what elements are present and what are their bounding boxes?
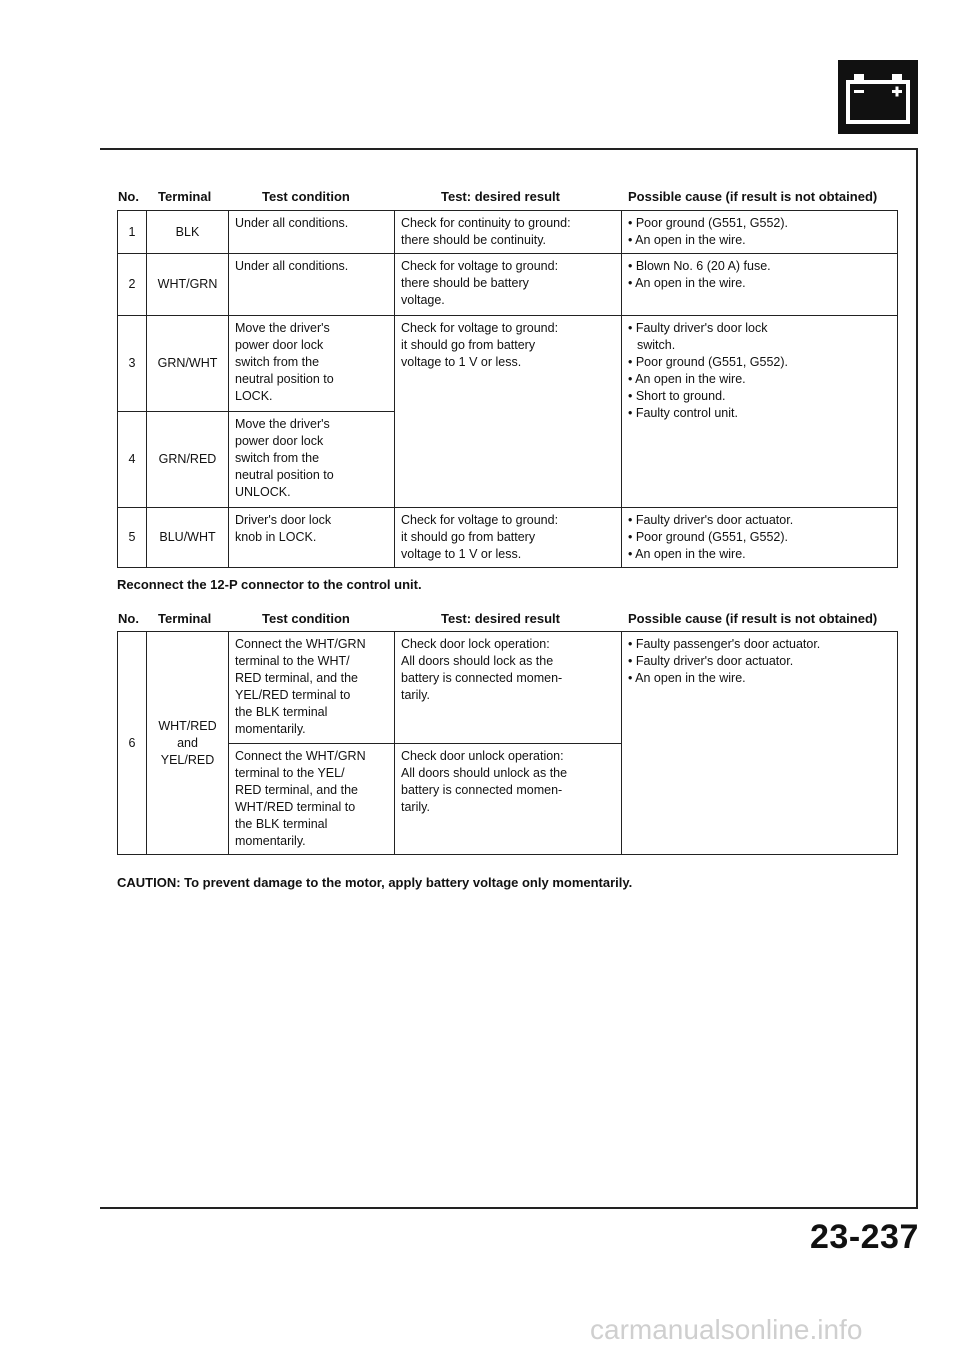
table-row (118, 508, 898, 568)
row-no: 5 (118, 508, 147, 568)
row-cause (622, 211, 898, 254)
result-line: Check for voltage to ground: (401, 321, 559, 335)
row-terminal (147, 632, 229, 855)
result-line: voltage to 1 V or less. (401, 355, 522, 369)
condition-line: YEL/RED terminal to (235, 688, 351, 702)
result-line: voltage to 1 V or less. (401, 547, 522, 561)
cause-line: • An open in the wire. (628, 233, 746, 247)
t2-header-result: Test: desired result (441, 611, 560, 626)
condition-line: power door lock (235, 434, 324, 448)
condition-line: switch from the (235, 451, 320, 465)
condition-line: RED terminal, and the (235, 783, 358, 797)
result-line: All doors should lock as the (401, 654, 554, 668)
watermark: carmanualsonline.info (590, 1314, 863, 1345)
result-line: battery is connected momen- (401, 671, 563, 685)
row-condition (229, 508, 395, 568)
condition-line: Under all conditions. (235, 216, 349, 230)
row-condition (229, 254, 395, 316)
t1-header-condition: Test condition (262, 189, 350, 204)
result-line: it should go from battery (401, 338, 536, 352)
condition-line: LOCK. (235, 389, 273, 403)
row-no: 1 (118, 211, 147, 254)
row-no: 3 (118, 316, 147, 412)
result-line: voltage. (401, 293, 445, 307)
cause-line: • Blown No. 6 (20 A) fuse. (628, 259, 771, 273)
condition-line: RED terminal, and the (235, 671, 358, 685)
battery-icon (838, 60, 918, 134)
cause-line: • An open in the wire. (628, 372, 746, 386)
cause-line: • Poor ground (G551, G552). (628, 216, 789, 230)
row-no: 4 (118, 412, 147, 508)
condition-line: terminal to the WHT/ (235, 654, 350, 668)
row-cause (622, 632, 898, 855)
t2-header-no: No. (118, 611, 139, 626)
result-line: battery is connected momen- (401, 783, 563, 797)
cause-line: • Faulty driver's door actuator. (628, 654, 794, 668)
page-number: 23-237 (810, 1218, 919, 1256)
condition-line: the BLK terminal (235, 817, 328, 831)
result-line: Check door unlock operation: (401, 749, 564, 763)
condition-line: Driver's door lock (235, 513, 332, 527)
row-terminal: BLU/WHT (147, 508, 229, 568)
condition-line: Connect the WHT/GRN (235, 637, 366, 651)
result-line: tarily. (401, 688, 430, 702)
condition-line: Under all conditions. (235, 259, 349, 273)
t2-header-condition: Test condition (262, 611, 350, 626)
result-line: Check for voltage to ground: (401, 259, 559, 273)
terminal-test-table-2 (117, 631, 898, 855)
cause-line: • An open in the wire. (628, 671, 746, 685)
terminal-line: WHT/RED (158, 718, 217, 733)
condition-line: Move the driver's (235, 417, 330, 431)
condition-line: switch from the (235, 355, 320, 369)
table-row (118, 632, 898, 744)
row-result (395, 316, 622, 508)
condition-line: WHT/RED terminal to (235, 800, 356, 814)
row-result (395, 632, 622, 744)
reconnect-note: Reconnect the 12-P connector to the control unit. (117, 577, 422, 592)
row-terminal: GRN/RED (147, 412, 229, 508)
condition-line: terminal to the YEL/ (235, 766, 345, 780)
row-result (395, 744, 622, 855)
cause-line: • Faulty control unit. (628, 406, 738, 420)
row-condition (229, 316, 395, 412)
result-line: Check for continuity to ground: (401, 216, 571, 230)
bottom-rule (100, 1207, 918, 1209)
row-no: 6 (118, 632, 147, 855)
condition-line: power door lock (235, 338, 324, 352)
cause-line: • An open in the wire. (628, 547, 746, 561)
row-no: 2 (118, 254, 147, 316)
right-frame (916, 148, 918, 1208)
table-row (118, 316, 898, 412)
t1-header-no: No. (118, 189, 139, 204)
row-condition (229, 744, 395, 855)
condition-line: knob in LOCK. (235, 530, 317, 544)
result-line: All doors should unlock as the (401, 766, 568, 780)
terminal-test-table-1 (117, 210, 898, 568)
t1-header-terminal: Terminal (158, 189, 212, 204)
cause-line: • Faulty passenger's door actuator. (628, 637, 821, 651)
row-cause (622, 254, 898, 316)
condition-line: momentarily. (235, 834, 306, 848)
cause-line: • Poor ground (G551, G552). (628, 530, 789, 544)
t2-header-cause: Possible cause (if result is not obtained) (628, 611, 878, 626)
row-result (395, 211, 622, 254)
row-result (395, 508, 622, 568)
result-line: it should go from battery (401, 530, 536, 544)
row-condition (229, 632, 395, 744)
condition-line: neutral position to (235, 468, 334, 482)
terminal-line: YEL/RED (160, 752, 215, 767)
t2-header-terminal: Terminal (158, 611, 212, 626)
table-row (118, 254, 898, 316)
top-rule (100, 148, 918, 150)
result-line: Check door lock operation: (401, 637, 550, 651)
caution-note: CAUTION: To prevent damage to the motor, apply battery voltage only momentarily. (117, 875, 633, 890)
cause-line: • Faulty driver's door lock (628, 321, 768, 335)
result-line: there should be battery (401, 276, 529, 290)
condition-line: UNLOCK. (235, 485, 291, 499)
result-line: there should be continuity. (401, 233, 547, 247)
cause-line: switch. (637, 338, 676, 352)
cause-line: • Poor ground (G551, G552). (628, 355, 789, 369)
condition-line: Move the driver's (235, 321, 330, 335)
condition-line: neutral position to (235, 372, 334, 386)
row-terminal: WHT/GRN (147, 254, 229, 316)
row-cause (622, 316, 898, 508)
t1-header-result: Test: desired result (441, 189, 560, 204)
row-result (395, 254, 622, 316)
row-terminal: GRN/WHT (147, 316, 229, 412)
cause-line: • Faulty driver's door actuator. (628, 513, 794, 527)
table-row (118, 211, 898, 254)
result-line: Check for voltage to ground: (401, 513, 559, 527)
terminal-line: and (177, 735, 198, 750)
row-condition (229, 211, 395, 254)
condition-line: momentarily. (235, 722, 306, 736)
cause-line: • Short to ground. (628, 389, 726, 403)
row-condition (229, 412, 395, 508)
condition-line: the BLK terminal (235, 705, 328, 719)
cause-line: • An open in the wire. (628, 276, 746, 290)
result-line: tarily. (401, 800, 430, 814)
row-terminal: BLK (147, 211, 229, 254)
t1-header-cause: Possible cause (if result is not obtained) (628, 189, 878, 204)
condition-line: Connect the WHT/GRN (235, 749, 366, 763)
row-cause (622, 508, 898, 568)
